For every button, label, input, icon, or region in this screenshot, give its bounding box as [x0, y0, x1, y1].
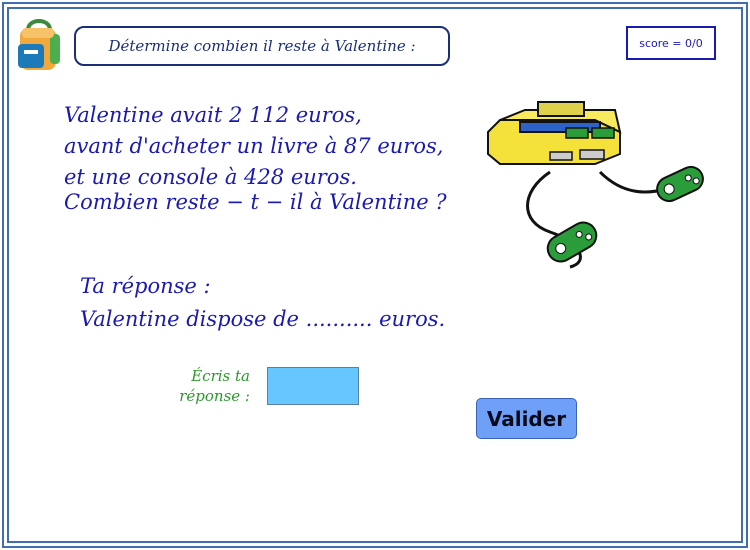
problem-line: et une console à 428 euros.: [64, 165, 357, 189]
game-console-illustration: [480, 92, 740, 292]
backpack-icon: [14, 16, 64, 72]
question-title: Détermine combien il reste à Valentine :: [74, 26, 450, 66]
validate-button[interactable]: Valider: [476, 398, 577, 439]
input-prompt: [150, 366, 250, 406]
problem-line: avant d'acheter un livre à 87 euros,: [64, 134, 444, 158]
problem-line: Combien reste − t − il à Valentine ?: [64, 190, 447, 214]
answer-section: [80, 270, 445, 336]
input-prompt-line: réponse :: [179, 387, 250, 405]
problem-statement: [64, 100, 484, 218]
answer-input[interactable]: [267, 367, 359, 405]
score-display: score = 0/0: [626, 26, 716, 60]
problem-line: Valentine avait 2 112 euros,: [64, 103, 362, 127]
answer-label: Ta réponse :: [80, 274, 211, 298]
input-prompt-line: Écris ta: [191, 367, 250, 385]
answer-sentence: Valentine dispose de .......... euros.: [80, 307, 446, 331]
